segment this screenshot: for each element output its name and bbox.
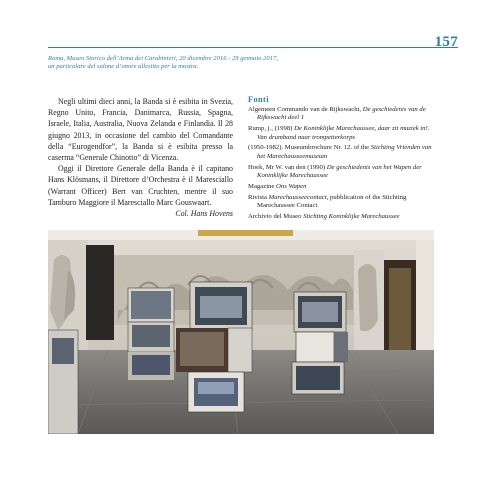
photo-caption [48,55,408,72]
caption-line-1: Roma, Museo Storico dell’Arma dei Carabinieri, 20 dicembre 2016 - 29 gennaio 2017, [48,55,278,62]
source-tail: , pubblication of the Stichting Marechaussee Contact [257,193,407,210]
exhibition-photo [48,230,434,434]
source-item [248,106,434,123]
source-author: Rump, j., (1998) [248,124,295,132]
doorway [86,245,114,340]
source-author: Rivista [248,193,269,201]
display-cube-back-left [128,288,174,380]
display-cube-right [292,292,348,394]
photo-illustration [48,230,434,434]
source-author: Magazine [248,183,277,191]
source-title: Stichting Vrienden van het Marechausseemuseum [257,144,432,160]
source-title: De geschiedenis van de Rijkswacht deel 1 [257,105,426,122]
caption-line-2: un particolare del salone d’onore allestito per la mostra. [48,63,199,71]
marble-statue-right [354,250,384,360]
header-rule [48,47,458,48]
source-item [248,194,434,211]
page-number: 157 [434,34,458,50]
sources-column [248,96,434,224]
source-item [248,125,434,142]
source-title: Ons Wapen [276,183,307,191]
article-paragraph-2 [48,163,233,208]
source-item [248,164,434,181]
gilded-cornice [198,230,293,236]
source-item [248,213,434,222]
source-author: Archivio del Museo [248,213,304,221]
source-author: Hoek, Mr W. van den (1990) [248,163,327,171]
source-author: (1950-1982). Museumbrochure Nr. 12. of the [248,144,371,152]
article-column [48,96,233,219]
source-title: Stichting Koninklijke Marechaussee [303,213,400,221]
paragraph2-text: Oggi il Direttore Generale della Banda è il capitano Hans Klösmans, il Direttore d’Orchestra è il Maresciallo (Warrant Officer) Bert van Cruchten, mentre il suo Tamburo Maggiore il Maresciallo Marc Gouswaart. [48,164,233,207]
display-cube-front-left [48,330,78,434]
source-author: Algemeen Commando van de Rijkswacht, [248,105,363,113]
source-item [248,183,434,192]
source-title: De geschiedenis van het Wapen der Koninklijke Marechaussee [257,163,422,180]
source-title: De Koninklijke Marechaussee, daar zit muziek in!. Van drumband naar trompetterkorps [257,124,430,141]
source-item [248,144,434,161]
article-paragraph-1: Negli ultimi dieci anni, la Banda si è esibita in Svezia, Regno Unito, Francia, Danimarca, Russia, Spagna, Israele, Italia, Australia, Nuova Zelanda e Finlandia. Il 28 giugno 2013, in occasione del cambio del Comandante della “Eurogendfor”, la Banda si è esibita presso la caserma “Generale Chinotto” di Vicenza. [48,97,233,163]
source-title: Marechausseecontact [268,193,327,201]
sources-title: Fonti [248,95,269,104]
article-signature: Col. Hans Hovens [175,209,233,219]
